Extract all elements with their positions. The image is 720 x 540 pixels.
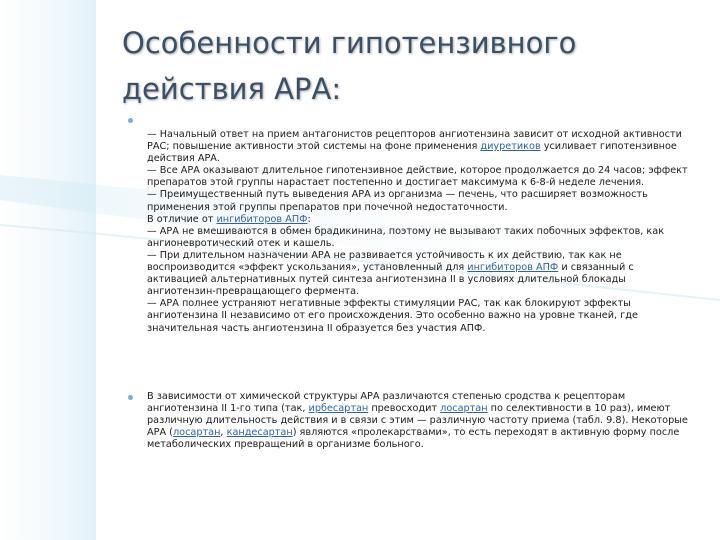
- link-losartan[interactable]: лосартан: [440, 403, 488, 415]
- paragraph-2: — Все АРА оказывают длительное гипотензивное действие, которое продолжается до 24 часов; эффект препаратов этой группы нарастает постепенно и достигает максимума к 6-8-й неделе лечения.: [147, 165, 688, 189]
- link-ace-inhibitors[interactable]: ингибиторов АПФ: [216, 213, 308, 225]
- bullet-dot-1: [128, 118, 133, 123]
- link-losartan-2[interactable]: лосартан: [172, 427, 221, 439]
- link-candesartan[interactable]: кандесартан: [226, 427, 293, 439]
- link-irbesartan[interactable]: ирбесартан: [308, 403, 369, 415]
- bullet-dot-2: [128, 395, 133, 400]
- slide-title-line-1: Особенности гипотензивного: [122, 26, 577, 60]
- paragraph-1: — Начальный ответ на прием антагонистов рецепторов ангиотензина зависит от исходной активности РАС; повышение активности этой системы на фоне применения диуретиков усиливает гипотензивное действия АРА.: [147, 129, 682, 165]
- paragraph-5: — АРА не вмешиваются в обмен брадикинина, поэтому не вызывают таких побочных эффектов, как ангионевротический отек и кашель.: [147, 225, 665, 249]
- link-diuretics[interactable]: диуретиков: [480, 141, 541, 153]
- paragraph-4: В отличие от ингибиторов АПФ:: [147, 213, 311, 225]
- bullet-1-text: [147, 129, 693, 335]
- paragraph-3: — Преимущественный путь выведения АРА из организма — печень, что расширяет возможность применения этой группы препаратов при почечной недостаточности.: [147, 189, 648, 213]
- bullet-2-text: [147, 391, 693, 451]
- paragraph-8: В зависимости от химической структуры АРА различаются степенью сродства к рецепторам ангиотензина II 1-го типа (так, ирбесартан превосходит лосартан по селективности в 10 раз), имеют различную длительность действия и в связи с этим — различную частоту приема (табл. 9.8). Некоторые АРА (лосартан, кандесартан) являются «пролекарствами», то есть переходят в активную форму после метаболических превращений в организме больного.: [147, 391, 688, 451]
- link-ace-inhibitors-2[interactable]: ингибиторов АПФ: [467, 262, 559, 274]
- slide-title: [122, 20, 682, 112]
- paragraph-7: — АРА полнее устраняют негативные эффекты стимуляции РАС, так как блокируют эффекты ангиотензина II независимо от его происхождения. Это особенно важно на уровне тканей, где значительная часть ангиотензина II образуется без участия АПФ.: [147, 298, 638, 334]
- paragraph-6: — При длительном назначении АРА не развивается устойчивость к их действию, так как не воспроизводится «эффект ускользания», установленный для ингибиторов АПФ и связанный с активацией альтернативных путей синтеза ангиотензина II в условиях длительной блокады ангиотензин-превращающего фермента.: [147, 249, 634, 298]
- slide-title-line-2: действия АРА:: [122, 72, 342, 106]
